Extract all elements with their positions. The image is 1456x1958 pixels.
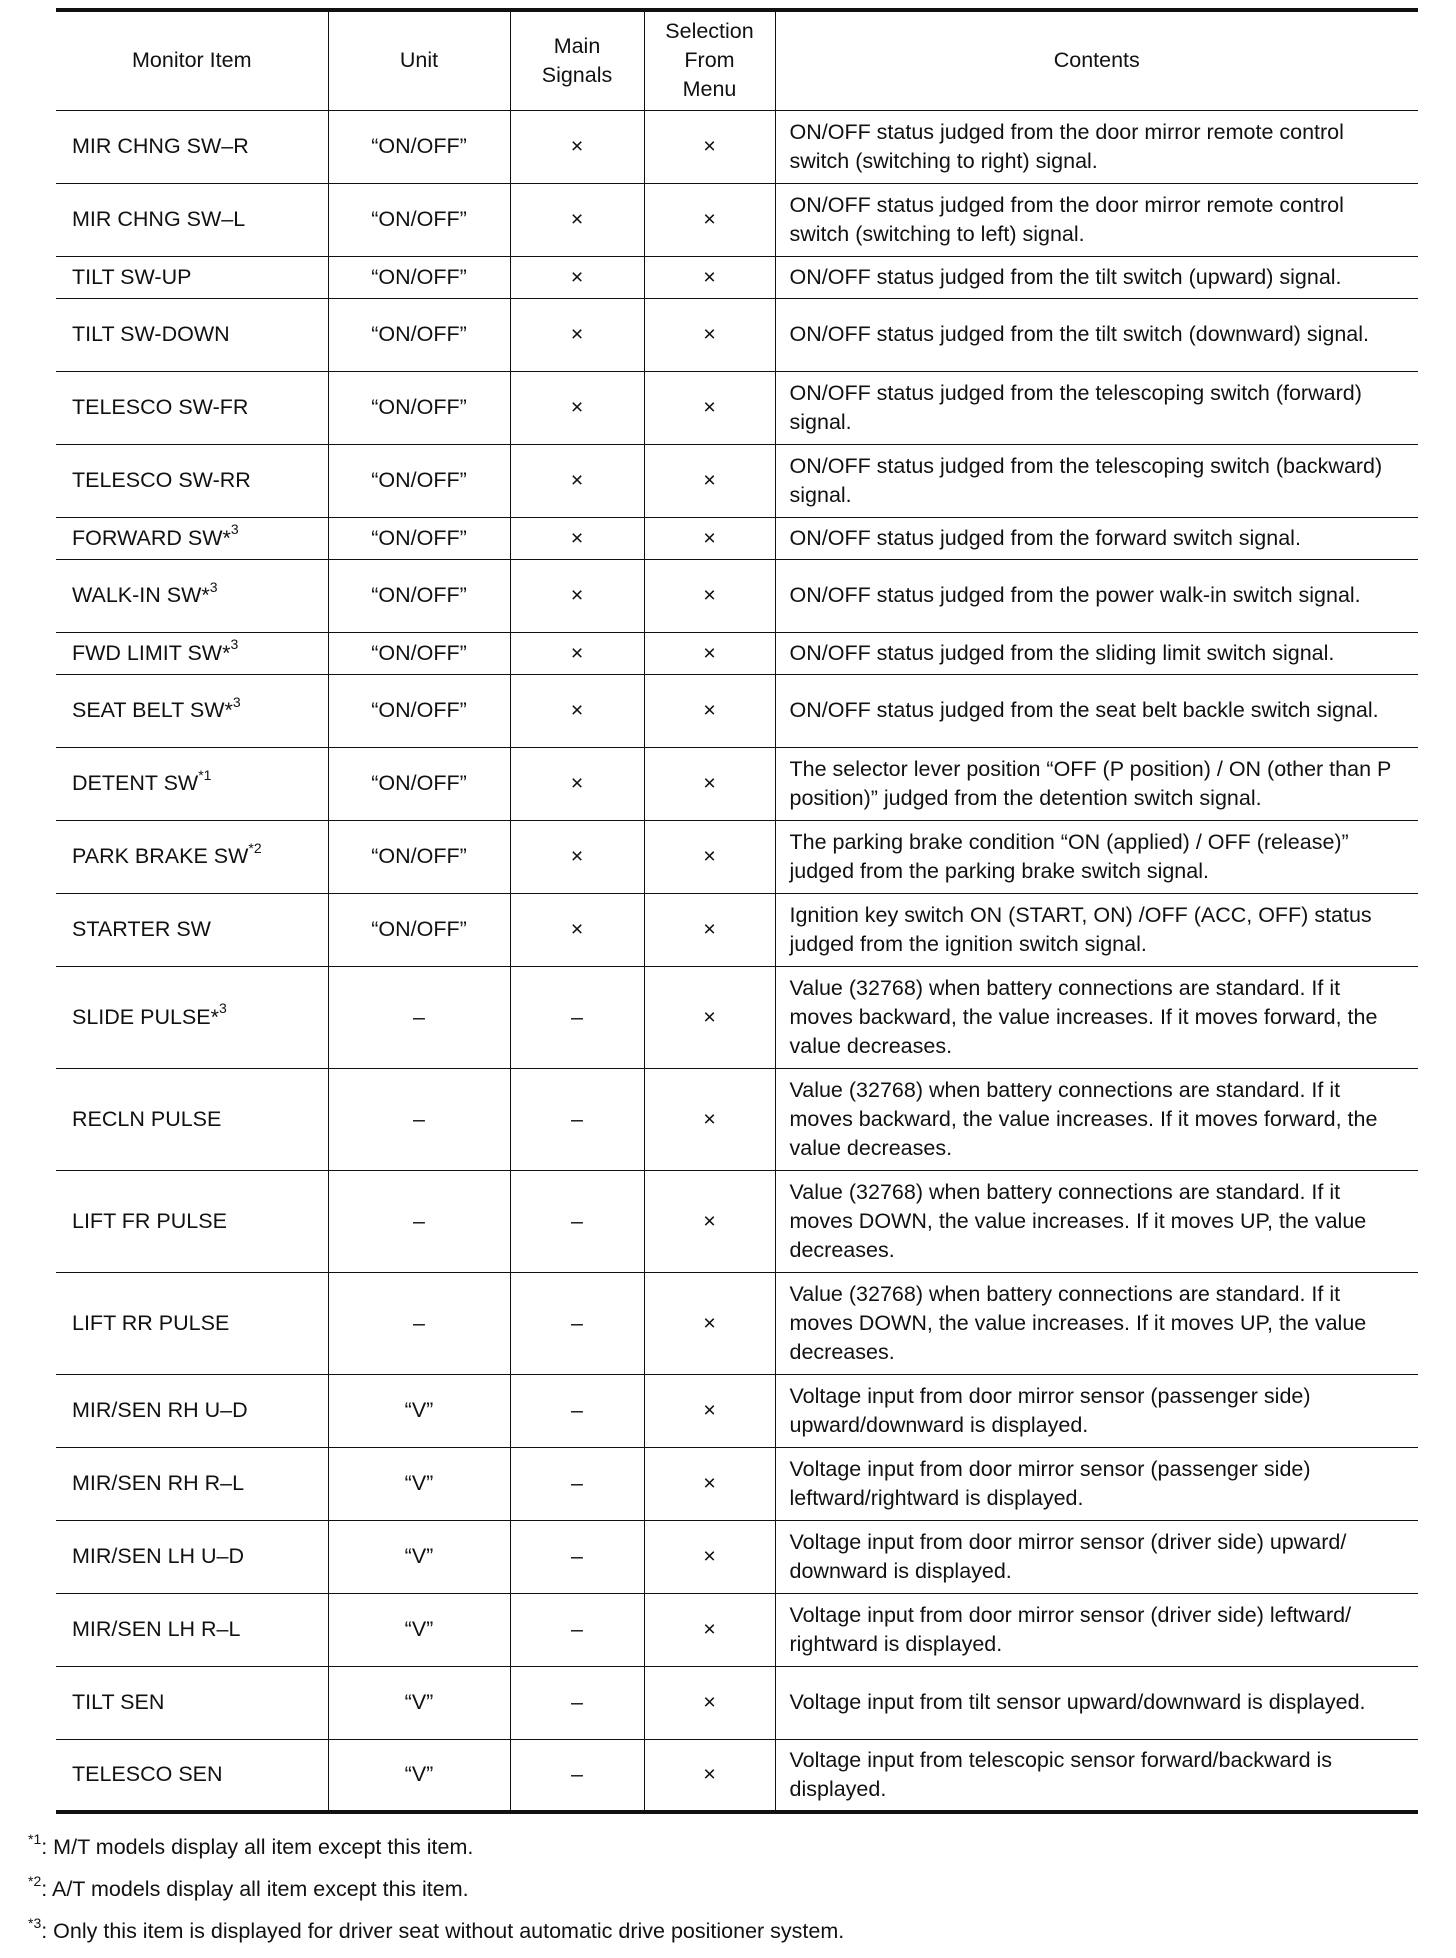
- contents-cell: The parking brake condition “ON (applied) / OFF (release)” judged from the parking brake switch signal.: [775, 820, 1418, 893]
- monitor-item-name: STARTER SW: [72, 917, 211, 941]
- monitor-item-name: TELESCO SW-FR: [72, 395, 249, 419]
- unit-cell: –: [328, 1068, 510, 1170]
- selection-cell: ×: [644, 256, 775, 298]
- monitor-item-cell: [56, 110, 328, 183]
- selection-cell: ×: [644, 1272, 775, 1374]
- unit-cell: “ON/OFF”: [328, 110, 510, 183]
- unit-cell: “ON/OFF”: [328, 820, 510, 893]
- footnote-mark: *2: [28, 1872, 42, 1889]
- main-signals-cell: –: [510, 1068, 644, 1170]
- monitor-item-name: FWD LIMIT SW*: [72, 640, 231, 665]
- monitor-item-cell: [56, 674, 328, 747]
- main-signals-cell: –: [510, 1272, 644, 1374]
- unit-cell: “ON/OFF”: [328, 893, 510, 966]
- selection-cell: ×: [644, 1068, 775, 1170]
- monitor-item-name: DETENT SW: [72, 771, 199, 795]
- footnotes: [28, 1832, 1428, 1958]
- monitor-item-cell: [56, 444, 328, 517]
- contents-cell: Voltage input from door mirror sensor (passenger side) leftward/rightward is displayed.: [775, 1447, 1418, 1520]
- table-row: [56, 298, 1418, 371]
- unit-cell: “V”: [328, 1666, 510, 1739]
- monitor-item-cell: [56, 1272, 328, 1374]
- contents-cell: Value (32768) when battery connections are standard. If it moves DOWN, the value increases. If it moves UP, the value decreases.: [775, 1170, 1418, 1272]
- unit-cell: “V”: [328, 1593, 510, 1666]
- selection-cell: ×: [644, 1666, 775, 1739]
- contents-cell: ON/OFF status judged from the sliding limit switch signal.: [775, 632, 1418, 674]
- contents-cell: ON/OFF status judged from the door mirror remote control switch (switching to left) signal.: [775, 183, 1418, 256]
- main-signals-cell: ×: [510, 110, 644, 183]
- contents-cell: ON/OFF status judged from the telescoping switch (forward) signal.: [775, 371, 1418, 444]
- table-header-row: [56, 10, 1418, 110]
- table-row: [56, 747, 1418, 820]
- unit-cell: “V”: [328, 1520, 510, 1593]
- selection-cell: ×: [644, 1739, 775, 1812]
- table-row: [56, 1666, 1418, 1739]
- main-signals-cell: –: [510, 1170, 644, 1272]
- table-row: [56, 1739, 1418, 1812]
- monitor-item-name: SEAT BELT SW*: [72, 698, 233, 722]
- table-body: [56, 110, 1418, 1812]
- main-signals-cell: ×: [510, 371, 644, 444]
- monitor-item-cell: [56, 1374, 328, 1447]
- footnote-ref: *1: [198, 766, 212, 783]
- monitor-item-cell: [56, 1170, 328, 1272]
- contents-cell: Voltage input from tilt sensor upward/downward is displayed.: [775, 1666, 1418, 1739]
- monitor-item-cell: [56, 747, 328, 820]
- header-monitor-item: Monitor Item: [56, 10, 328, 110]
- selection-cell: ×: [644, 1374, 775, 1447]
- main-signals-cell: –: [510, 1447, 644, 1520]
- unit-cell: –: [328, 1272, 510, 1374]
- table-row: [56, 966, 1418, 1068]
- table-row: [56, 1272, 1418, 1374]
- footnote: [28, 1916, 1428, 1958]
- selection-cell: ×: [644, 559, 775, 632]
- selection-cell: ×: [644, 183, 775, 256]
- unit-cell: “ON/OFF”: [328, 256, 510, 298]
- main-signals-cell: ×: [510, 256, 644, 298]
- table-row: [56, 1170, 1418, 1272]
- selection-cell: ×: [644, 747, 775, 820]
- contents-cell: ON/OFF status judged from the seat belt backle switch signal.: [775, 674, 1418, 747]
- footnote-text: : A/T models display all item except this item.: [41, 1877, 469, 1901]
- monitor-item-cell: [56, 1520, 328, 1593]
- monitor-item-cell: [56, 820, 328, 893]
- monitor-item-cell: [56, 632, 328, 674]
- contents-cell: Voltage input from door mirror sensor (driver side) leftward/ rightward is displayed.: [775, 1593, 1418, 1666]
- monitor-item-name: LIFT FR PULSE: [72, 1208, 227, 1233]
- monitor-item-cell: [56, 1739, 328, 1812]
- table-row: [56, 110, 1418, 183]
- main-signals-cell: –: [510, 1593, 644, 1666]
- footnote: [28, 1874, 1428, 1916]
- table-row: [56, 1068, 1418, 1170]
- table-row: [56, 444, 1418, 517]
- table-row: [56, 820, 1418, 893]
- main-signals-cell: –: [510, 1666, 644, 1739]
- monitor-item-cell: [56, 1593, 328, 1666]
- selection-cell: ×: [644, 1593, 775, 1666]
- main-signals-cell: –: [510, 1520, 644, 1593]
- unit-cell: “ON/OFF”: [328, 444, 510, 517]
- monitor-item-name: LIFT RR PULSE: [72, 1310, 230, 1335]
- monitor-item-name: SLIDE PULSE*: [72, 1004, 219, 1029]
- contents-cell: ON/OFF status judged from the power walk-in switch signal.: [775, 559, 1418, 632]
- footnote-mark: *1: [28, 1830, 42, 1847]
- monitor-item-name: RECLN PULSE: [72, 1106, 222, 1131]
- contents-cell: ON/OFF status judged from the tilt switch (downward) signal.: [775, 298, 1418, 371]
- footnote-ref: 3: [230, 521, 239, 538]
- contents-cell: Ignition key switch ON (START, ON) /OFF (ACC, OFF) status judged from the ignition switch signal.: [775, 893, 1418, 966]
- selection-cell: ×: [644, 1520, 775, 1593]
- monitor-item-cell: [56, 893, 328, 966]
- table-row: [56, 517, 1418, 559]
- monitor-item-name: TILT SW-DOWN: [72, 322, 230, 346]
- main-signals-cell: ×: [510, 747, 644, 820]
- contents-cell: Value (32768) when battery connections are standard. If it moves DOWN, the value increases. If it moves UP, the value decreases.: [775, 1272, 1418, 1374]
- main-signals-cell: ×: [510, 893, 644, 966]
- monitor-item-cell: [56, 1068, 328, 1170]
- selection-cell: ×: [644, 1170, 775, 1272]
- contents-cell: ON/OFF status judged from the door mirror remote control switch (switching to right) signal.: [775, 110, 1418, 183]
- table-row: [56, 183, 1418, 256]
- monitor-item-cell: [56, 517, 328, 559]
- unit-cell: “ON/OFF”: [328, 371, 510, 444]
- selection-cell: ×: [644, 966, 775, 1068]
- monitor-table-container: [56, 8, 1418, 1814]
- monitor-item-name: WALK-IN SW*: [72, 583, 210, 607]
- unit-cell: “ON/OFF”: [328, 674, 510, 747]
- contents-cell: The selector lever position “OFF (P position) / ON (other than P position)” judged from the detention switch signal.: [775, 747, 1418, 820]
- unit-cell: –: [328, 1170, 510, 1272]
- main-signals-cell: ×: [510, 183, 644, 256]
- main-signals-cell: ×: [510, 444, 644, 517]
- main-signals-cell: ×: [510, 674, 644, 747]
- monitor-item-cell: [56, 371, 328, 444]
- selection-cell: ×: [644, 893, 775, 966]
- contents-cell: Voltage input from door mirror sensor (driver side) upward/ downward is displayed.: [775, 1520, 1418, 1593]
- main-signals-cell: ×: [510, 298, 644, 371]
- table-row: [56, 371, 1418, 444]
- table-row: [56, 1520, 1418, 1593]
- selection-cell: ×: [644, 632, 775, 674]
- monitor-item-name: PARK BRAKE SW: [72, 844, 249, 868]
- selection-cell: ×: [644, 444, 775, 517]
- selection-cell: ×: [644, 820, 775, 893]
- monitor-item-name: MIR/SEN RH R–L: [72, 1471, 245, 1495]
- header-main-signals: Main Signals: [510, 10, 644, 110]
- monitor-item-cell: [56, 559, 328, 632]
- monitor-item-cell: [56, 1447, 328, 1520]
- monitor-item-name: TELESCO SEN: [72, 1762, 223, 1787]
- monitor-item-name: FORWARD SW*: [72, 525, 231, 550]
- main-signals-cell: –: [510, 966, 644, 1068]
- main-signals-cell: ×: [510, 517, 644, 559]
- footnote-ref: *2: [248, 839, 262, 856]
- monitor-item-cell: [56, 298, 328, 371]
- table-row: [56, 256, 1418, 298]
- monitor-item-name: TILT SEN: [72, 1690, 165, 1714]
- unit-cell: “ON/OFF”: [328, 632, 510, 674]
- contents-cell: ON/OFF status judged from the forward switch signal.: [775, 517, 1418, 559]
- main-signals-cell: –: [510, 1374, 644, 1447]
- footnote: [28, 1832, 1428, 1874]
- monitor-item-cell: [56, 183, 328, 256]
- unit-cell: “ON/OFF”: [328, 183, 510, 256]
- monitor-item-name: TELESCO SW-RR: [72, 468, 251, 492]
- unit-cell: “V”: [328, 1447, 510, 1520]
- table-row: [56, 893, 1418, 966]
- monitor-item-name: MIR CHNG SW–L: [72, 207, 246, 231]
- table-row: [56, 1447, 1418, 1520]
- contents-cell: Value (32768) when battery connections are standard. If it moves backward, the value increases. If it moves forward, the value decreases.: [775, 966, 1418, 1068]
- monitor-item-name: MIR/SEN LH U–D: [72, 1544, 245, 1568]
- unit-cell: “V”: [328, 1374, 510, 1447]
- footnote-ref: 3: [230, 636, 239, 653]
- contents-cell: Value (32768) when battery connections are standard. If it moves backward, the value increases. If it moves forward, the value decreases.: [775, 1068, 1418, 1170]
- footnote-mark: *3: [28, 1914, 42, 1931]
- header-selection-from-menu: Selection From Menu: [644, 10, 775, 110]
- selection-cell: ×: [644, 1447, 775, 1520]
- contents-cell: Voltage input from door mirror sensor (passenger side) upward/downward is displayed.: [775, 1374, 1418, 1447]
- table-row: [56, 632, 1418, 674]
- selection-cell: ×: [644, 371, 775, 444]
- contents-cell: Voltage input from telescopic sensor forward/backward is displayed.: [775, 1739, 1418, 1812]
- monitor-item-name: MIR/SEN LH R–L: [72, 1617, 241, 1641]
- table-row: [56, 559, 1418, 632]
- monitor-item-cell: [56, 966, 328, 1068]
- monitor-item-name: TILT SW-UP: [72, 264, 192, 289]
- unit-cell: –: [328, 966, 510, 1068]
- header-contents: Contents: [775, 10, 1418, 110]
- table-row: [56, 674, 1418, 747]
- selection-cell: ×: [644, 517, 775, 559]
- monitor-item-cell: [56, 256, 328, 298]
- footnote-ref: 3: [218, 1000, 227, 1017]
- contents-cell: ON/OFF status judged from the tilt switch (upward) signal.: [775, 256, 1418, 298]
- footnote-ref: 3: [232, 693, 241, 710]
- table-row: [56, 1374, 1418, 1447]
- footnote-text: : M/T models display all item except this item.: [41, 1835, 474, 1859]
- contents-cell: ON/OFF status judged from the telescoping switch (backward) signal.: [775, 444, 1418, 517]
- monitor-item-table: [56, 8, 1418, 1814]
- footnote-ref: 3: [209, 578, 218, 595]
- monitor-item-name: MIR/SEN RH U–D: [72, 1398, 248, 1422]
- monitor-item-cell: [56, 1666, 328, 1739]
- selection-cell: ×: [644, 298, 775, 371]
- unit-cell: “ON/OFF”: [328, 517, 510, 559]
- main-signals-cell: ×: [510, 820, 644, 893]
- selection-cell: ×: [644, 110, 775, 183]
- monitor-item-name: MIR CHNG SW–R: [72, 134, 249, 158]
- unit-cell: “ON/OFF”: [328, 559, 510, 632]
- footnote-text: : Only this item is displayed for driver seat without automatic drive positioner system.: [41, 1919, 845, 1943]
- selection-cell: ×: [644, 674, 775, 747]
- header-unit: Unit: [328, 10, 510, 110]
- main-signals-cell: ×: [510, 632, 644, 674]
- table-row: [56, 1593, 1418, 1666]
- main-signals-cell: ×: [510, 559, 644, 632]
- main-signals-cell: –: [510, 1739, 644, 1812]
- unit-cell: “ON/OFF”: [328, 747, 510, 820]
- unit-cell: “V”: [328, 1739, 510, 1812]
- unit-cell: “ON/OFF”: [328, 298, 510, 371]
